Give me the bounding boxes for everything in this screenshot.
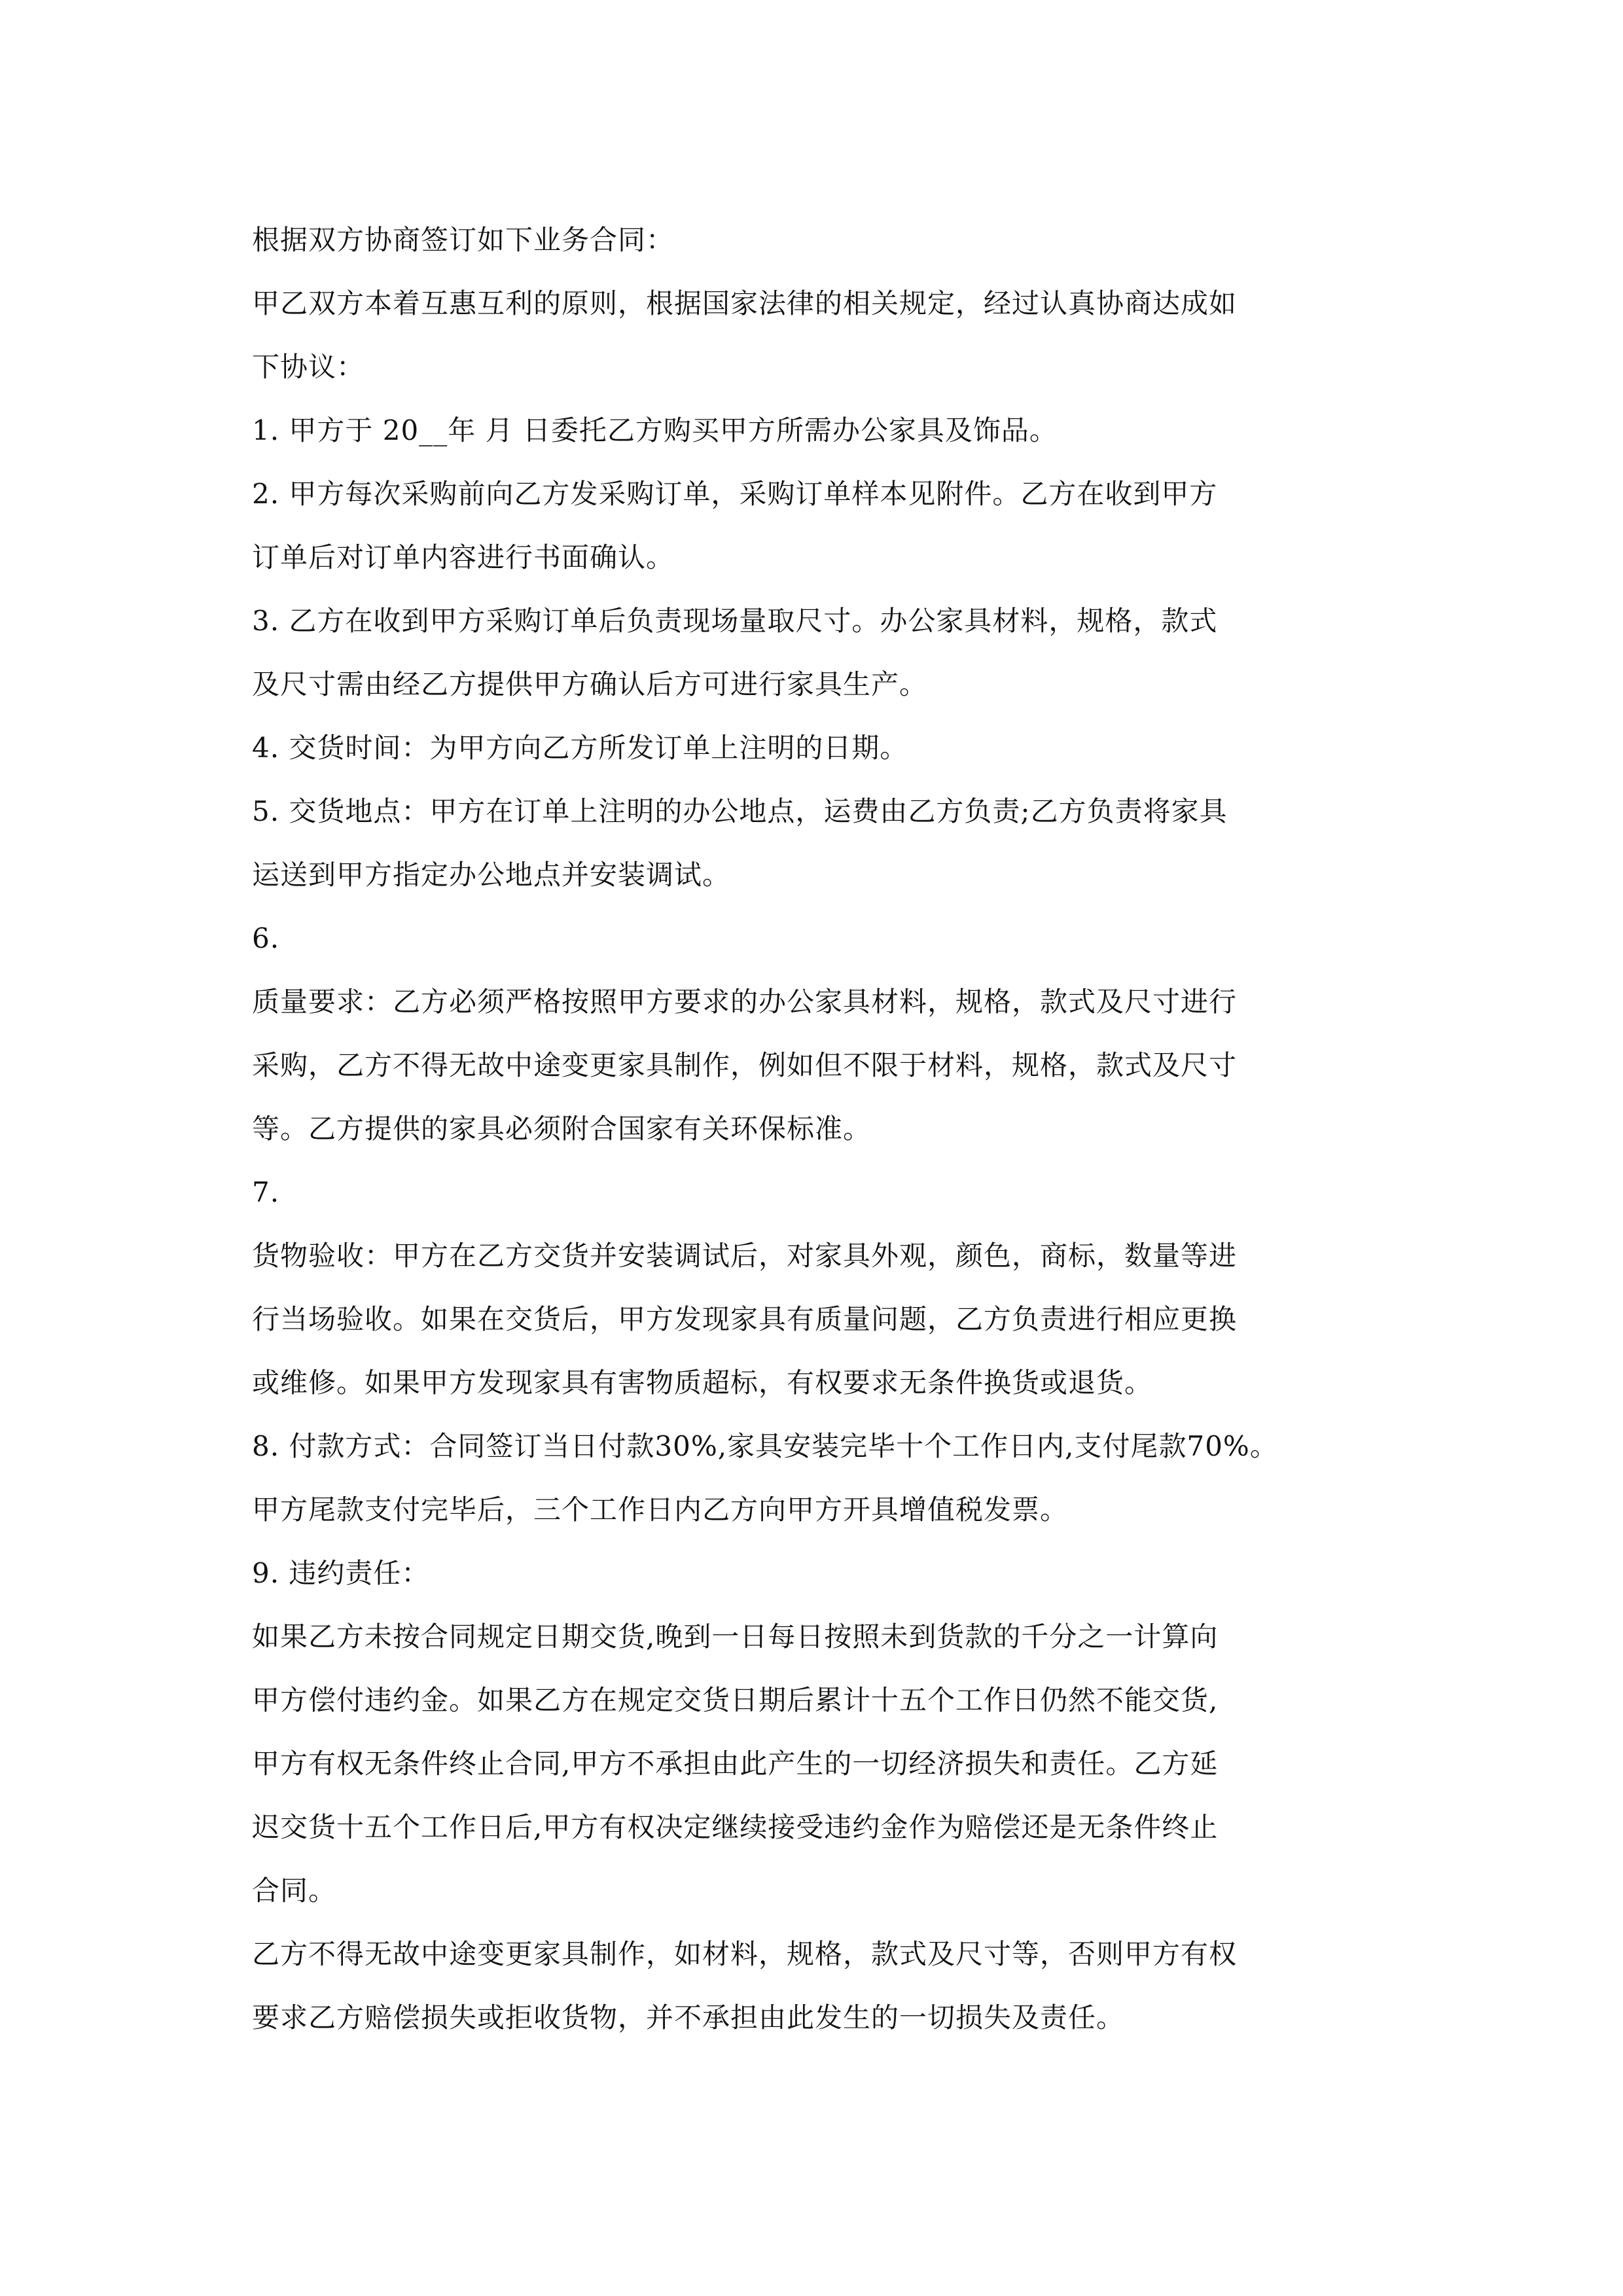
clause-7: 货物验收：甲方在乙方交货并安装调试后，对家具外观，颜色，商标，数量等进 [252, 1240, 1238, 1272]
clause-1: 1. 甲方于 20__年 月 日委托乙方购买甲方所需办公家具及饰品。 [252, 414, 1058, 446]
paragraph-line: 甲方偿付违约金。如果乙方在规定交货日期后累计十五个工作日仍然不能交货, [252, 1684, 1219, 1716]
clause-2: 2. 甲方每次采购前向乙方发采购订单，采购订单样本见附件。乙方在收到甲方 [252, 478, 1218, 510]
paragraph-line: 迟交货十五个工作日后,甲方有权决定继续接受违约金作为赔偿还是无条件终止 [252, 1811, 1219, 1843]
paragraph-line: 及尺寸需由经乙方提供甲方确认后方可进行家具生产。 [252, 668, 928, 700]
paragraph-line: 甲方有权无条件终止合同,甲方不承担由此产生的一切经济损失和责任。乙方延 [252, 1748, 1219, 1780]
paragraph-line: 行当场验收。如果在交货后，甲方发现家具有质量问题，乙方负责进行相应更换 [252, 1303, 1238, 1335]
paragraph-line: 甲乙双方本着互惠互利的原则，根据国家法律的相关规定，经过认真协商达成如 [252, 287, 1238, 319]
clause-7-number: 7. [252, 1176, 280, 1208]
clause-9: 9. 违约责任： [252, 1557, 430, 1589]
paragraph-line: 等。乙方提供的家具必须附合国家有关环保标准。 [252, 1113, 872, 1145]
paragraph-line: 要求乙方赔偿损失或拒收货物，并不承担由此发生的一切损失及责任。 [252, 2001, 1125, 2034]
clause-3: 3. 乙方在收到甲方采购订单后负责现场量取尺寸。办公家具材料，规格，款式 [252, 605, 1218, 637]
paragraph-line: 下协议： [252, 351, 365, 383]
clause-8: 8. 付款方式：合同签订当日付款30%,家具安装完毕十个工作日内,支付尾款70%。 [252, 1430, 1278, 1462]
paragraph-line: 运送到甲方指定办公地点并安装调试。 [252, 859, 731, 891]
paragraph-line: 合同。 [252, 1874, 337, 1907]
paragraph-line: 如果乙方未按合同规定日期交货,晚到一日每日按照未到货款的千分之一计算向 [252, 1621, 1219, 1653]
clause-6-number: 6. [252, 922, 280, 954]
clause-6: 质量要求：乙方必须严格按照甲方要求的办公家具材料，规格，款式及尺寸进行 [252, 986, 1238, 1018]
paragraph-line: 订单后对订单内容进行书面确认。 [252, 541, 675, 573]
paragraph-line: 或维修。如果甲方发现家具有害物质超标，有权要求无条件换货或退货。 [252, 1367, 1153, 1399]
clause-4: 4. 交货时间：为甲方向乙方所发订单上注明的日期。 [252, 732, 908, 764]
clause-5: 5. 交货地点：甲方在订单上注明的办公地点，运费由乙方负责;乙方负责将家具 [252, 795, 1228, 827]
document-body [252, 208, 1378, 2049]
paragraph-line: 采购，乙方不得无故中途变更家具制作，例如但不限于材料，规格，款式及尺寸 [252, 1049, 1238, 1081]
paragraph-line: 甲方尾款支付完毕后，三个工作日内乙方向甲方开具增值税发票。 [252, 1494, 1069, 1526]
paragraph-line: 根据双方协商签订如下业务合同： [252, 224, 675, 256]
paragraph-line: 乙方不得无故中途变更家具制作，如材料，规格，款式及尺寸等，否则甲方有权 [252, 1938, 1238, 1970]
